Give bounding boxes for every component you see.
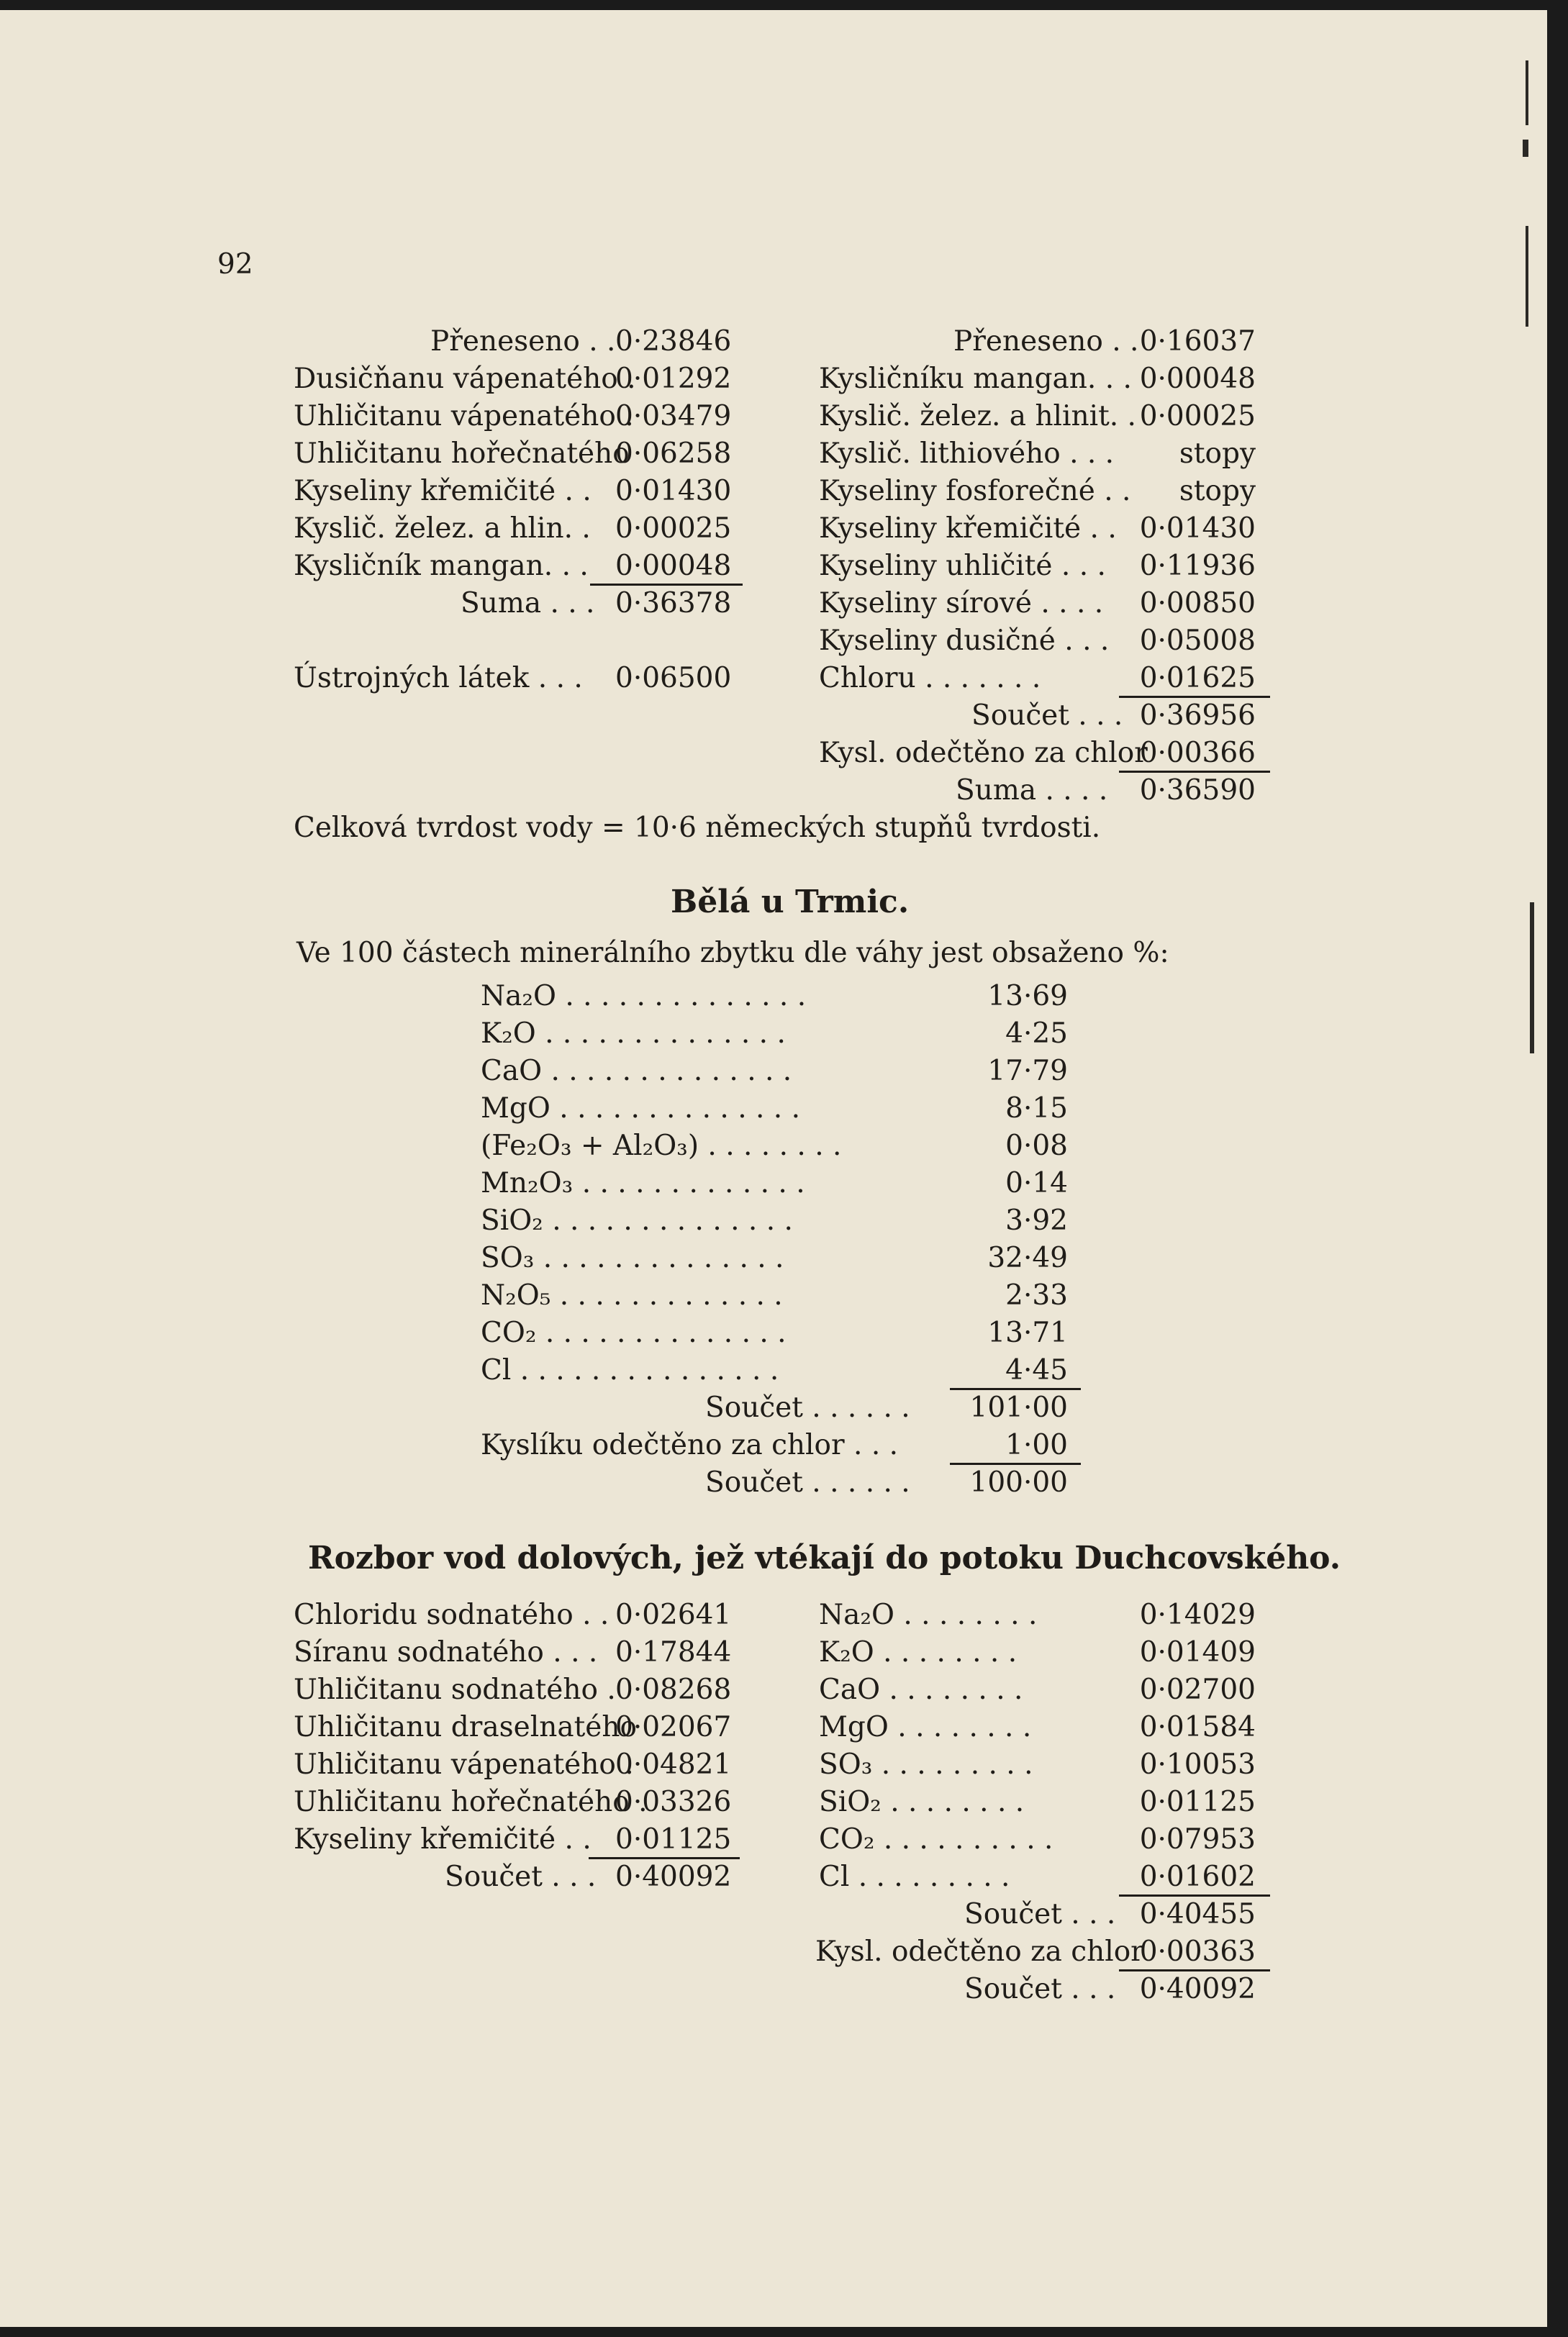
s1-right-label-11: Kysl. odečtěno za chlor	[819, 737, 1148, 769]
s1-right-label-4: Kyseliny fosforečné . .	[819, 475, 1131, 507]
s3-right-label-7: Cl . . . . . . . . .	[819, 1861, 1010, 1893]
s1-right-value-10: 0·36956	[1139, 699, 1256, 732]
s1-left-value-2: 0·03479	[615, 400, 732, 432]
s1-right-value-9: 0·01625	[1139, 662, 1256, 694]
s2-label-0: Na₂O . . . . . . . . . . . . . .	[481, 980, 807, 1012]
s1-left-label-5: Kyslič. želez. a hlin. .	[294, 512, 591, 545]
s3-right-value-4: 0·10053	[1139, 1748, 1256, 1781]
s2-value-13: 100·00	[969, 1466, 1068, 1499]
s3-right-value-10: 0·40092	[1139, 1973, 1256, 2005]
s3-right-label-0: Na₂O . . . . . . . .	[819, 1599, 1038, 1631]
s3-right-value-2: 0·02700	[1139, 1674, 1256, 1706]
s1-right-value-2: 0·00025	[1139, 400, 1256, 432]
margin-mark	[1526, 226, 1528, 327]
s2-value-6: 3·92	[1005, 1204, 1068, 1237]
s1-left-label-6: Kysličník mangan. . .	[294, 550, 589, 582]
s2-value-1: 4·25	[1005, 1017, 1068, 1050]
s1-right-label-5: Kyseliny křemičité . .	[819, 512, 1117, 545]
s3-right-label-3: MgO . . . . . . . .	[819, 1711, 1032, 1743]
s3-right-label-9: Kysl. odečtěno za chlor	[815, 1936, 1144, 1968]
s3-right-label-4: SO₃ . . . . . . . . .	[819, 1748, 1033, 1781]
s1-right-value-12: 0·36590	[1139, 774, 1256, 807]
s1-right-value-6: 0·11936	[1139, 550, 1256, 582]
s2-label-13: Součet . . . . . .	[705, 1466, 910, 1499]
s1-right-label-6: Kyseliny uhličité . . .	[819, 550, 1106, 582]
s1-right-label-3: Kyslič. lithiového . . .	[819, 437, 1115, 470]
s1-right-value-3: stopy	[1179, 437, 1256, 470]
s2-label-5: Mn₂O₃ . . . . . . . . . . . . .	[481, 1167, 805, 1199]
s3-left-value-5: 0·03326	[615, 1786, 732, 1818]
s1-right-value-5: 0·01430	[1139, 512, 1256, 545]
s2-value-12: 1·00	[1005, 1429, 1068, 1461]
s1-left-value-4: 0·01430	[615, 475, 732, 507]
s1-right-value-0: 0·16037	[1139, 325, 1256, 358]
s1-left-value-0: 0·23846	[615, 325, 732, 358]
section-title-bela: Bělá u Trmic.	[671, 884, 910, 920]
s3-left-label-5: Uhličitanu hořečnatého .	[294, 1786, 648, 1818]
s1-left-extra-value: 0·06500	[615, 662, 732, 694]
s3-left-label-1: Síranu sodnatého . . .	[294, 1636, 598, 1669]
s1-left-label-2: Uhličitanu vápenatého .	[294, 400, 634, 432]
s3-left-value-2: 0·08268	[615, 1674, 732, 1706]
s2-value-0: 13·69	[987, 980, 1068, 1012]
margin-mark	[1526, 60, 1528, 125]
s3-right-label-6: CO₂ . . . . . . . . . .	[819, 1823, 1053, 1856]
s3-left-label-3: Uhličitanu draselnatého	[294, 1711, 637, 1743]
s3-right-label-8: Součet . . .	[964, 1898, 1116, 1930]
s1-right-label-9: Chloru . . . . . . .	[819, 662, 1041, 694]
s3-right-label-2: CaO . . . . . . . .	[819, 1674, 1023, 1706]
s3-right-value-1: 0·01409	[1139, 1636, 1256, 1669]
s2-value-2: 17·79	[987, 1055, 1068, 1087]
s1-left-value-1: 0·01292	[615, 363, 732, 395]
s2-value-3: 8·15	[1005, 1092, 1068, 1125]
s3-left-label-2: Uhličitanu sodnatého .	[294, 1674, 616, 1706]
s2-value-10: 4·45	[1005, 1354, 1068, 1387]
s1-left-label-0: Přeneseno . .	[430, 325, 616, 358]
s1-right-value-1: 0·00048	[1139, 363, 1256, 395]
s3-right-label-5: SiO₂ . . . . . . . .	[819, 1786, 1025, 1818]
s3-left-label-4: Uhličitanu vápenatého .	[294, 1748, 634, 1781]
s1-left-label-1: Dusičňanu vápenatého .	[294, 363, 636, 395]
s1-right-label-0: Přeneseno . .	[953, 325, 1139, 358]
s1-right-label-2: Kyslič. želez. a hlinit. .	[819, 400, 1136, 432]
s2-value-5: 0·14	[1005, 1167, 1068, 1199]
s3-left-value-0: 0·02641	[615, 1599, 732, 1631]
hardness-note: Celková tvrdost vody = 10·6 německých stupňů tvrdosti.	[294, 812, 1101, 844]
s1-left-label-4: Kyseliny křemičité . .	[294, 475, 592, 507]
s3-right-value-3: 0·01584	[1139, 1711, 1256, 1743]
s2-label-3: MgO . . . . . . . . . . . . . .	[481, 1092, 800, 1125]
s3-left-value-7: 0·40092	[615, 1861, 732, 1893]
s2-value-7: 32·49	[987, 1242, 1068, 1274]
s2-value-11: 101·00	[969, 1392, 1068, 1424]
s3-right-value-6: 0·07953	[1139, 1823, 1256, 1856]
s1-right-label-10: Součet . . .	[971, 699, 1123, 732]
s1-right-label-1: Kysličníku mangan. . .	[819, 363, 1132, 395]
page-number: 92	[217, 248, 253, 281]
s2-label-7: SO₃ . . . . . . . . . . . . . .	[481, 1242, 784, 1274]
s2-label-4: (Fe₂O₃ + Al₂O₃) . . . . . . . .	[481, 1130, 842, 1162]
s3-right-value-5: 0·01125	[1139, 1786, 1256, 1818]
s2-value-4: 0·08	[1005, 1130, 1068, 1162]
s3-left-value-3: 0·02067	[615, 1711, 732, 1743]
s3-right-label-10: Součet . . .	[964, 1973, 1116, 2005]
s2-label-1: K₂O . . . . . . . . . . . . . .	[481, 1017, 786, 1050]
s2-value-8: 2·33	[1005, 1279, 1068, 1312]
margin-mark	[1530, 902, 1534, 1053]
margin-mark	[1523, 140, 1528, 157]
s2-label-10: Cl . . . . . . . . . . . . . . .	[481, 1354, 779, 1387]
s1-left-value-3: 0·06258	[615, 437, 732, 470]
s1-right-value-4: stopy	[1179, 475, 1256, 507]
s1-left-value-5: 0·00025	[615, 512, 732, 545]
s3-left-value-1: 0·17844	[615, 1636, 732, 1669]
s3-left-label-0: Chloridu sodnatého . .	[294, 1599, 609, 1631]
s2-label-6: SiO₂ . . . . . . . . . . . . . .	[481, 1204, 793, 1237]
s2-value-9: 13·71	[987, 1317, 1068, 1349]
s1-right-label-7: Kyseliny sírové . . . .	[819, 587, 1104, 620]
book-page	[0, 10, 1547, 2327]
s1-left-value-7: 0·36378	[615, 587, 732, 620]
s1-right-value-11: 0·00366	[1139, 737, 1256, 769]
s3-right-value-0: 0·14029	[1139, 1599, 1256, 1631]
s2-label-9: CO₂ . . . . . . . . . . . . . .	[481, 1317, 787, 1349]
s1-left-label-7: Suma . . .	[461, 587, 595, 620]
s2-label-8: N₂O₅ . . . . . . . . . . . . .	[481, 1279, 783, 1312]
s1-left-label-3: Uhličitanu hořečnatého	[294, 437, 630, 470]
s3-right-value-9: 0·00363	[1139, 1936, 1256, 1968]
s2-label-2: CaO . . . . . . . . . . . . . .	[481, 1055, 792, 1087]
s1-right-value-7: 0·00850	[1139, 587, 1256, 620]
s3-left-label-6: Kyseliny křemičité . .	[294, 1823, 592, 1856]
s1-left-value-6: 0·00048	[615, 550, 732, 582]
s2-label-12: Kyslíku odečtěno za chlor . . .	[481, 1429, 899, 1461]
section-title-mine-waters: Rozbor vod dolových, jež vtékají do potoku Duchcovského.	[308, 1540, 1341, 1576]
s1-left-extra-label: Ústrojných látek . . .	[294, 662, 583, 694]
s3-left-label-7: Součet . . .	[445, 1861, 597, 1893]
s2-label-11: Součet . . . . . .	[705, 1392, 910, 1424]
s3-right-value-7: 0·01602	[1139, 1861, 1256, 1893]
s1-right-value-8: 0·05008	[1139, 625, 1256, 657]
section2-intro: Ve 100 částech minerálního zbytku dle váhy jest obsaženo %:	[296, 937, 1169, 969]
s1-right-label-8: Kyseliny dusičné . . .	[819, 625, 1110, 657]
s1-right-label-12: Suma . . . .	[956, 774, 1108, 807]
s3-right-label-1: K₂O . . . . . . . .	[819, 1636, 1018, 1669]
s3-left-value-4: 0·04821	[615, 1748, 732, 1781]
s3-left-value-6: 0·01125	[615, 1823, 732, 1856]
s3-right-value-8: 0·40455	[1139, 1898, 1256, 1930]
